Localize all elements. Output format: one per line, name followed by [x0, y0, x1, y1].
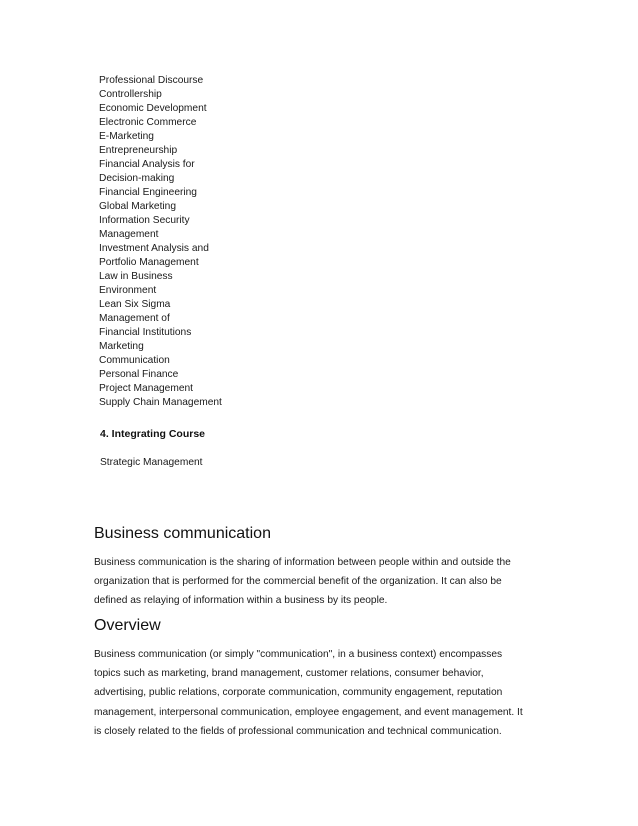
list-item: Portfolio Management — [99, 257, 199, 268]
paragraph-line: is closely related to the fields of professional communication and technical communication. — [94, 725, 502, 737]
list-item: Financial Engineering — [99, 187, 197, 198]
list-item: Financial Institutions — [99, 327, 192, 338]
list-item: Economic Development — [99, 103, 207, 114]
paragraph-line: Business communication (or simply "communication", in a business context) encompasses — [94, 649, 503, 660]
list-item: Project Management — [99, 383, 194, 394]
paragraph-line: topics such as marketing, brand management, customer relations, consumer behavior, — [94, 668, 484, 680]
overview-heading: Overview — [94, 617, 161, 634]
list-item: Electronic Commerce — [99, 117, 197, 128]
paragraph-line: management, interpersonal communication, employee engagement, and event management. It — [94, 706, 523, 718]
overview-paragraph — [94, 645, 554, 741]
list-item: Supply Chain Management — [99, 397, 222, 408]
business-communication-heading: Business communication — [94, 525, 271, 542]
list-item: Management — [99, 229, 159, 240]
list-item: Investment Analysis and — [99, 243, 209, 254]
list-item: Marketing — [99, 341, 144, 352]
integrating-course-heading: 4. Integrating Course — [100, 428, 206, 440]
paragraph-line: defined as relaying of information within a business by its people. — [94, 595, 388, 607]
paragraph-line: Business communication is the sharing of information between people within and outside the — [94, 557, 511, 568]
list-item: Personal Finance — [99, 369, 179, 380]
list-item: Financial Analysis for — [99, 159, 195, 170]
list-item: Controllership — [99, 89, 162, 100]
paragraph-line: advertising, public relations, corporate communication, community engagement, reputation — [94, 687, 503, 699]
list-item: E-Marketing — [99, 131, 154, 142]
list-item: Professional Discourse — [99, 75, 204, 86]
list-item: Information Security — [99, 215, 190, 226]
business-communication-paragraph — [94, 553, 554, 611]
list-item: Decision-making — [99, 173, 175, 184]
list-item: Global Marketing — [99, 201, 177, 212]
list-item: Management of — [99, 313, 170, 324]
list-item: Communication — [99, 355, 170, 366]
integrating-course-item: Strategic Management — [100, 457, 203, 468]
list-item: Law in Business — [99, 271, 173, 282]
list-item: Entrepreneurship — [99, 145, 178, 156]
elective-course-list — [99, 74, 222, 410]
list-item: Lean Six Sigma — [99, 299, 171, 310]
list-item: Environment — [99, 285, 157, 296]
paragraph-line: organization that is performed for the commercial benefit of the organization. It can also be — [94, 576, 502, 588]
